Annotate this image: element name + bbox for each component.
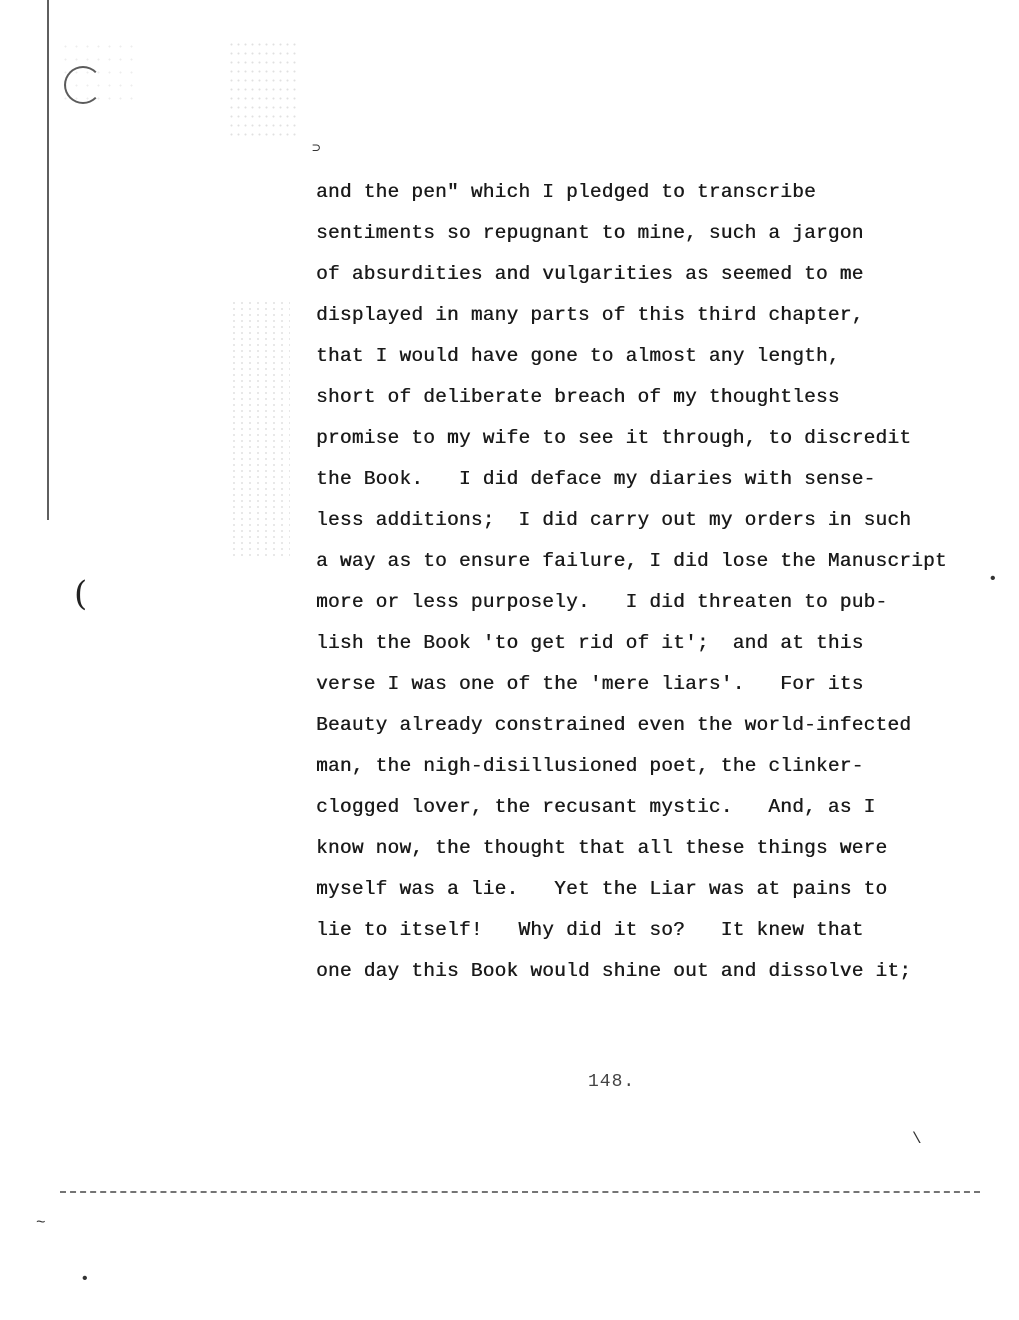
bottom-dashed-rule [60, 1191, 980, 1193]
page-number: 148. [588, 1072, 636, 1092]
text-line: verse I was one of the 'mere liars'. For its [316, 673, 864, 695]
scan-noise [228, 40, 298, 140]
stray-mark: • [80, 1270, 90, 1288]
corner-marker: ⊃ [312, 141, 321, 157]
text-line: man, the nigh-disillusioned poet, the clinker- [316, 755, 864, 777]
typed-text-block [316, 172, 976, 992]
scan-noise [230, 300, 290, 560]
stray-mark: \ [912, 1130, 922, 1148]
text-line: lie to itself! Why did it so? It knew that [316, 919, 864, 941]
punch-hole-mark [64, 66, 102, 104]
text-line: short of deliberate breach of my thoughtless [316, 386, 840, 408]
stray-mark: ~ [36, 1214, 46, 1232]
text-line: sentiments so repugnant to mine, such a jargon [316, 222, 864, 244]
text-line: clogged lover, the recusant mystic. And, as I [316, 796, 876, 818]
text-line: more or less purposely. I did threaten to pub- [316, 591, 888, 613]
text-line: myself was a lie. Yet the Liar was at pains to [316, 878, 888, 900]
text-line: displayed in many parts of this third chapter, [316, 304, 864, 326]
text-line: and the pen" which I pledged to transcribe [316, 181, 816, 203]
margin-mark: ( [74, 574, 88, 614]
text-line: promise to my wife to see it through, to discredit [316, 427, 912, 449]
text-line: less additions; I did carry out my orders in such [316, 509, 912, 531]
text-line: Beauty already constrained even the world-infected [316, 714, 912, 736]
text-line: one day this Book would shine out and dissolve it; [316, 960, 912, 982]
text-line: that I would have gone to almost any length, [316, 345, 840, 367]
stray-mark: • [988, 570, 998, 588]
text-line: lish the Book 'to get rid of it'; and at this [316, 632, 864, 654]
text-line: know now, the thought that all these things were [316, 837, 888, 859]
binding-margin-line [47, 0, 49, 520]
text-line: the Book. I did deface my diaries with sense- [316, 468, 876, 490]
text-line: a way as to ensure failure, I did lose the Manuscript [316, 550, 947, 572]
text-line: of absurdities and vulgarities as seemed to me [316, 263, 864, 285]
